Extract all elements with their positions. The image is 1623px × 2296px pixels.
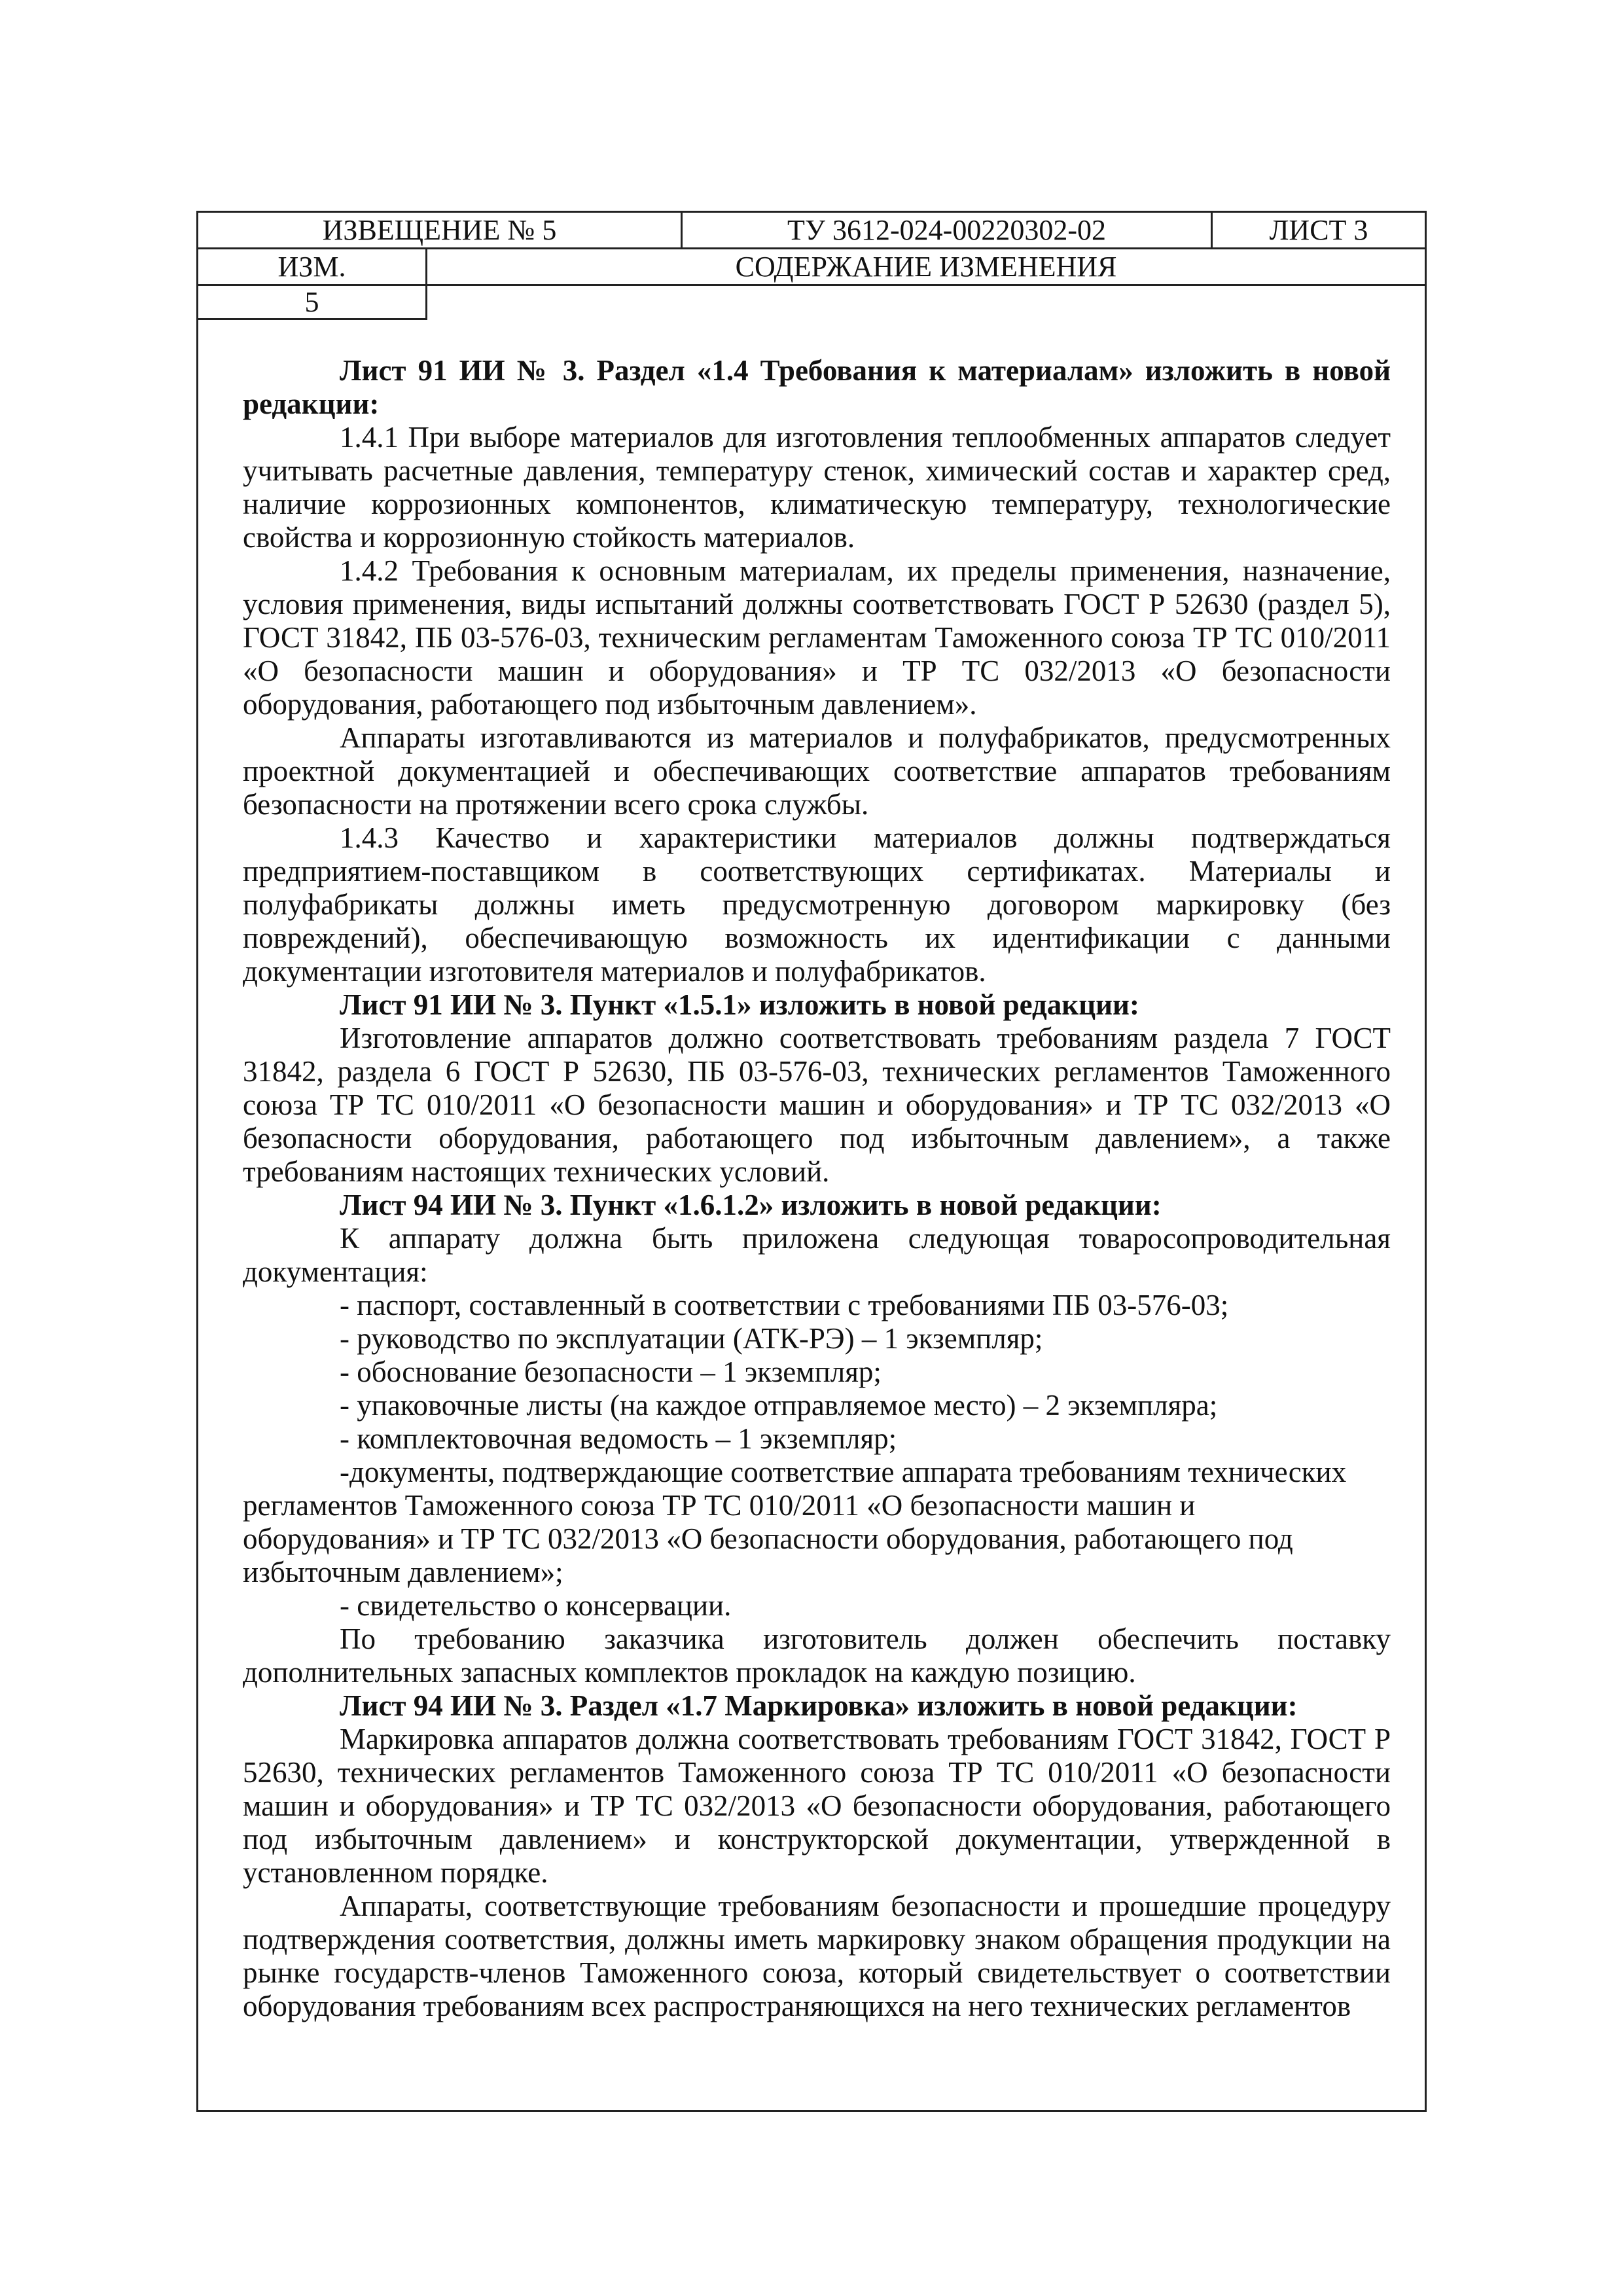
paragraph: Аппараты изготавливаются из материалов и полуфабрикатов, предусмотренных проектной документацией и обеспечивающих соответствие аппаратов требованиям безопасности на протяжении всего срока службы. (243, 721, 1391, 821)
section-heading: Лист 94 ИИ № 3. Пункт «1.6.1.2» изложить в новой редакции: (340, 1189, 1162, 1221)
sheet-number: ЛИСТ 3 (1269, 213, 1368, 246)
paragraph: Аппараты, соответствующие требованиям безопасности и прошедшие процедуру подтверждения соответствия, должны иметь маркировку знаком обращения продукции на рынке государств-членов Таможенного союза, который свидетельствует о соответствии оборудования требованиям всех распространяющихся на него технических регламентов (243, 1890, 1391, 2022)
section-heading: Лист 94 ИИ № 3. Раздел «1.7 Маркировка» изложить в новой редакции: (340, 1689, 1298, 1722)
section-heading: Лист 91 ИИ № 3. Пункт «1.5.1» изложить в новой редакции: (340, 988, 1139, 1021)
header-row-1 (198, 213, 1425, 249)
paragraph: 1.4.3 Качество и характеристики материалов должны подтверждаться предприятием-поставщиком в соответствующих сертификатах. Материалы и полуфабрикаты должны иметь предусмотренную договором маркировку (без повреждений), обеспечивающую возможность их идентификации с данными документации изготовителя материалов и полуфабрикатов. (243, 821, 1391, 988)
spec-code: ТУ 3612-024-00220302-02 (683, 213, 1213, 247)
notice-number: ИЗВЕЩЕНИЕ № 5 (198, 213, 683, 247)
list-item: - комплектовочная ведомость – 1 экземпляр; (340, 1422, 897, 1455)
izm-value: 5 (198, 286, 427, 320)
document-frame (196, 211, 1427, 2112)
paragraph: Изготовление аппаратов должно соответствовать требованиям раздела 7 ГОСТ 31842, раздела 6 ГОСТ Р 52630, ПБ 03-576-03, технических регламентов Таможенного союза ТР ТС 010/2011 «О безопасности машин и оборудования» и ТР ТС 032/2013 «О безопасности оборудования, работающего под избыточным давлением», а также требованиям настоящих технических условий. (243, 1022, 1391, 1188)
change-content (243, 354, 1391, 2023)
paragraph: По требованию заказчика изготовитель должен обеспечить поставку дополнительных запасных комплектов прокладок на каждую позицию. (243, 1623, 1391, 1689)
change-content-label: СОДЕРЖАНИЕ ИЗМЕНЕНИЯ (735, 250, 1117, 283)
list-item: - свидетельство о консервации. (340, 1589, 732, 1622)
list-item: -документы, подтверждающие соответствие аппарата требованиям технических (340, 1456, 1347, 1488)
header-row-2 (198, 249, 1425, 286)
paragraph: 1.4.1 При выборе материалов для изготовления теплообменных аппаратов следует учитывать расчетные давления, температуру стенок, химический состав и характер сред, наличие коррозионных компонентов, климатическую температуру, технологические свойства и коррозионную стойкость материалов. (243, 421, 1391, 554)
paragraph: К аппарату должна быть приложена следующая товаросопроводительная документация: (243, 1222, 1391, 1288)
section-heading: Лист 91 ИИ № 3. Раздел «1.4 Требования к материалам» изложить в новой редакции: (243, 354, 1391, 420)
paragraph: Маркировка аппаратов должна соответствовать требованиям ГОСТ 31842, ГОСТ Р 52630, технических регламентов Таможенного союза ТР ТС 010/2011 «О безопасности машин и оборудования» и ТР ТС 032/2013 «О безопасности оборудования, работающего под избыточным давлением» и конструкторской документации, утвержденной в установленном порядке. (243, 1723, 1391, 1889)
paragraph-line: оборудования» и ТР ТС 032/2013 «О безопасности оборудования, работающего под (243, 1522, 1293, 1555)
izm-label: ИЗМ. (198, 249, 427, 284)
list-item: - паспорт, составленный в соответствии с требованиями ПБ 03-576-03; (340, 1289, 1229, 1321)
paragraph-line: избыточным давлением»; (243, 1556, 563, 1588)
list-item: - руководство по эксплуатации (АТК-РЭ) – 1 экземпляр; (340, 1322, 1043, 1355)
paragraph: 1.4.2 Требования к основным материалам, их пределы применения, назначение, условия применения, виды испытаний должны соответствовать ГОСТ Р 52630 (раздел 5), ГОСТ 31842, ПБ 03-576-03, техническим регламентам Таможенного союза ТР ТС 010/2011 «О безопасности машин и оборудования» и ТР ТС 032/2013 «О безопасности оборудования, работающего под избыточным давлением». (243, 554, 1391, 721)
paragraph-line: регламентов Таможенного союза ТР ТС 010/2011 «О безопасности машин и (243, 1489, 1196, 1522)
list-item: - упаковочные листы (на каждое отправляемое место) – 2 экземпляра; (340, 1389, 1218, 1422)
list-item: - обоснование безопасности – 1 экземпляр; (340, 1355, 882, 1388)
